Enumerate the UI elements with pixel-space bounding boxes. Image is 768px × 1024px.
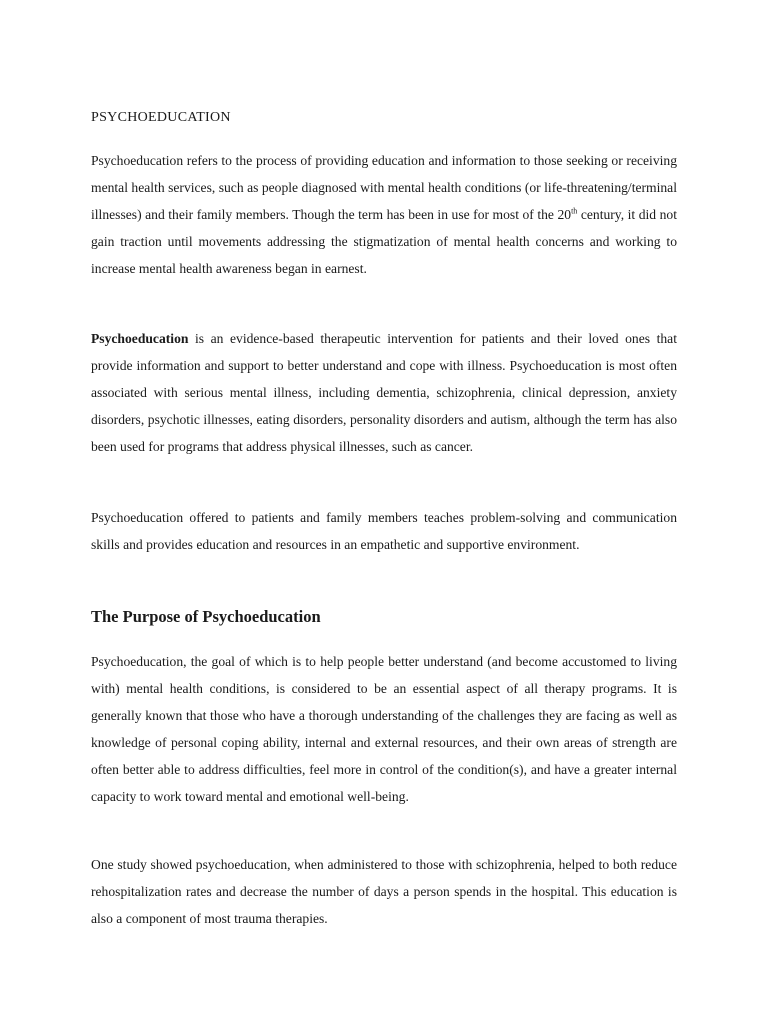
paragraph-definition [91,147,677,282]
paragraph-text: Psychoeducation refers to the process of providing education and information to those seeking or receiving mental health services, such as people diagnosed with mental health conditions (or life-threatening/terminal illnesses) and their family members. Though the term has been in use for most of the 20 [91,153,677,222]
paragraph-purpose: Psychoeducation, the goal of which is to help people better understand (and become accustomed to living with) mental health conditions, is considered to be an essential aspect of all therapy programs. It is generally known that those who have a thorough understanding of the challenges they are facing as well as knowledge of personal coping ability, internal and external resources, and their own areas of strength are often better able to address difficulties, feel more in control of the condition(s), and have a greater internal capacity to work toward mental and emotional well-being. [91,654,677,804]
paragraph-text: is an evidence-based therapeutic intervention for patients and their loved ones that provide information and support to better understand and cope with illness. Psychoeducation is most often associated with serious mental illness, including dementia, schizophrenia, clinical depression, anxiety disorders, psychotic illnesses, eating disorders, personality disorders and autism, although the term has also been used for programs that address physical illnesses, such as cancer. [91,331,677,454]
paragraph-evidence-based [91,325,677,460]
superscript-ordinal: th [571,206,578,216]
section-heading: The Purpose of Psychoeducation [91,607,321,626]
paragraph-study: One study showed psychoeducation, when administered to those with schizophrenia, helped to both reduce rehospitalization rates and decrease the number of days a person spends in the hospital. This education is also a component of most trauma therapies. [91,857,677,926]
document-title: PSYCHOEDUCATION [91,110,231,125]
bold-term: Psychoeducation [91,331,189,346]
paragraph-skills: Psychoeducation offered to patients and family members teaches problem-solving and communication skills and provides education and resources in an empathetic and supportive environment. [91,510,677,552]
paragraph-text: century, it did not gain traction until movements addressing the stigmatization of mental health concerns and working to increase mental health awareness began in earnest. [91,207,677,276]
